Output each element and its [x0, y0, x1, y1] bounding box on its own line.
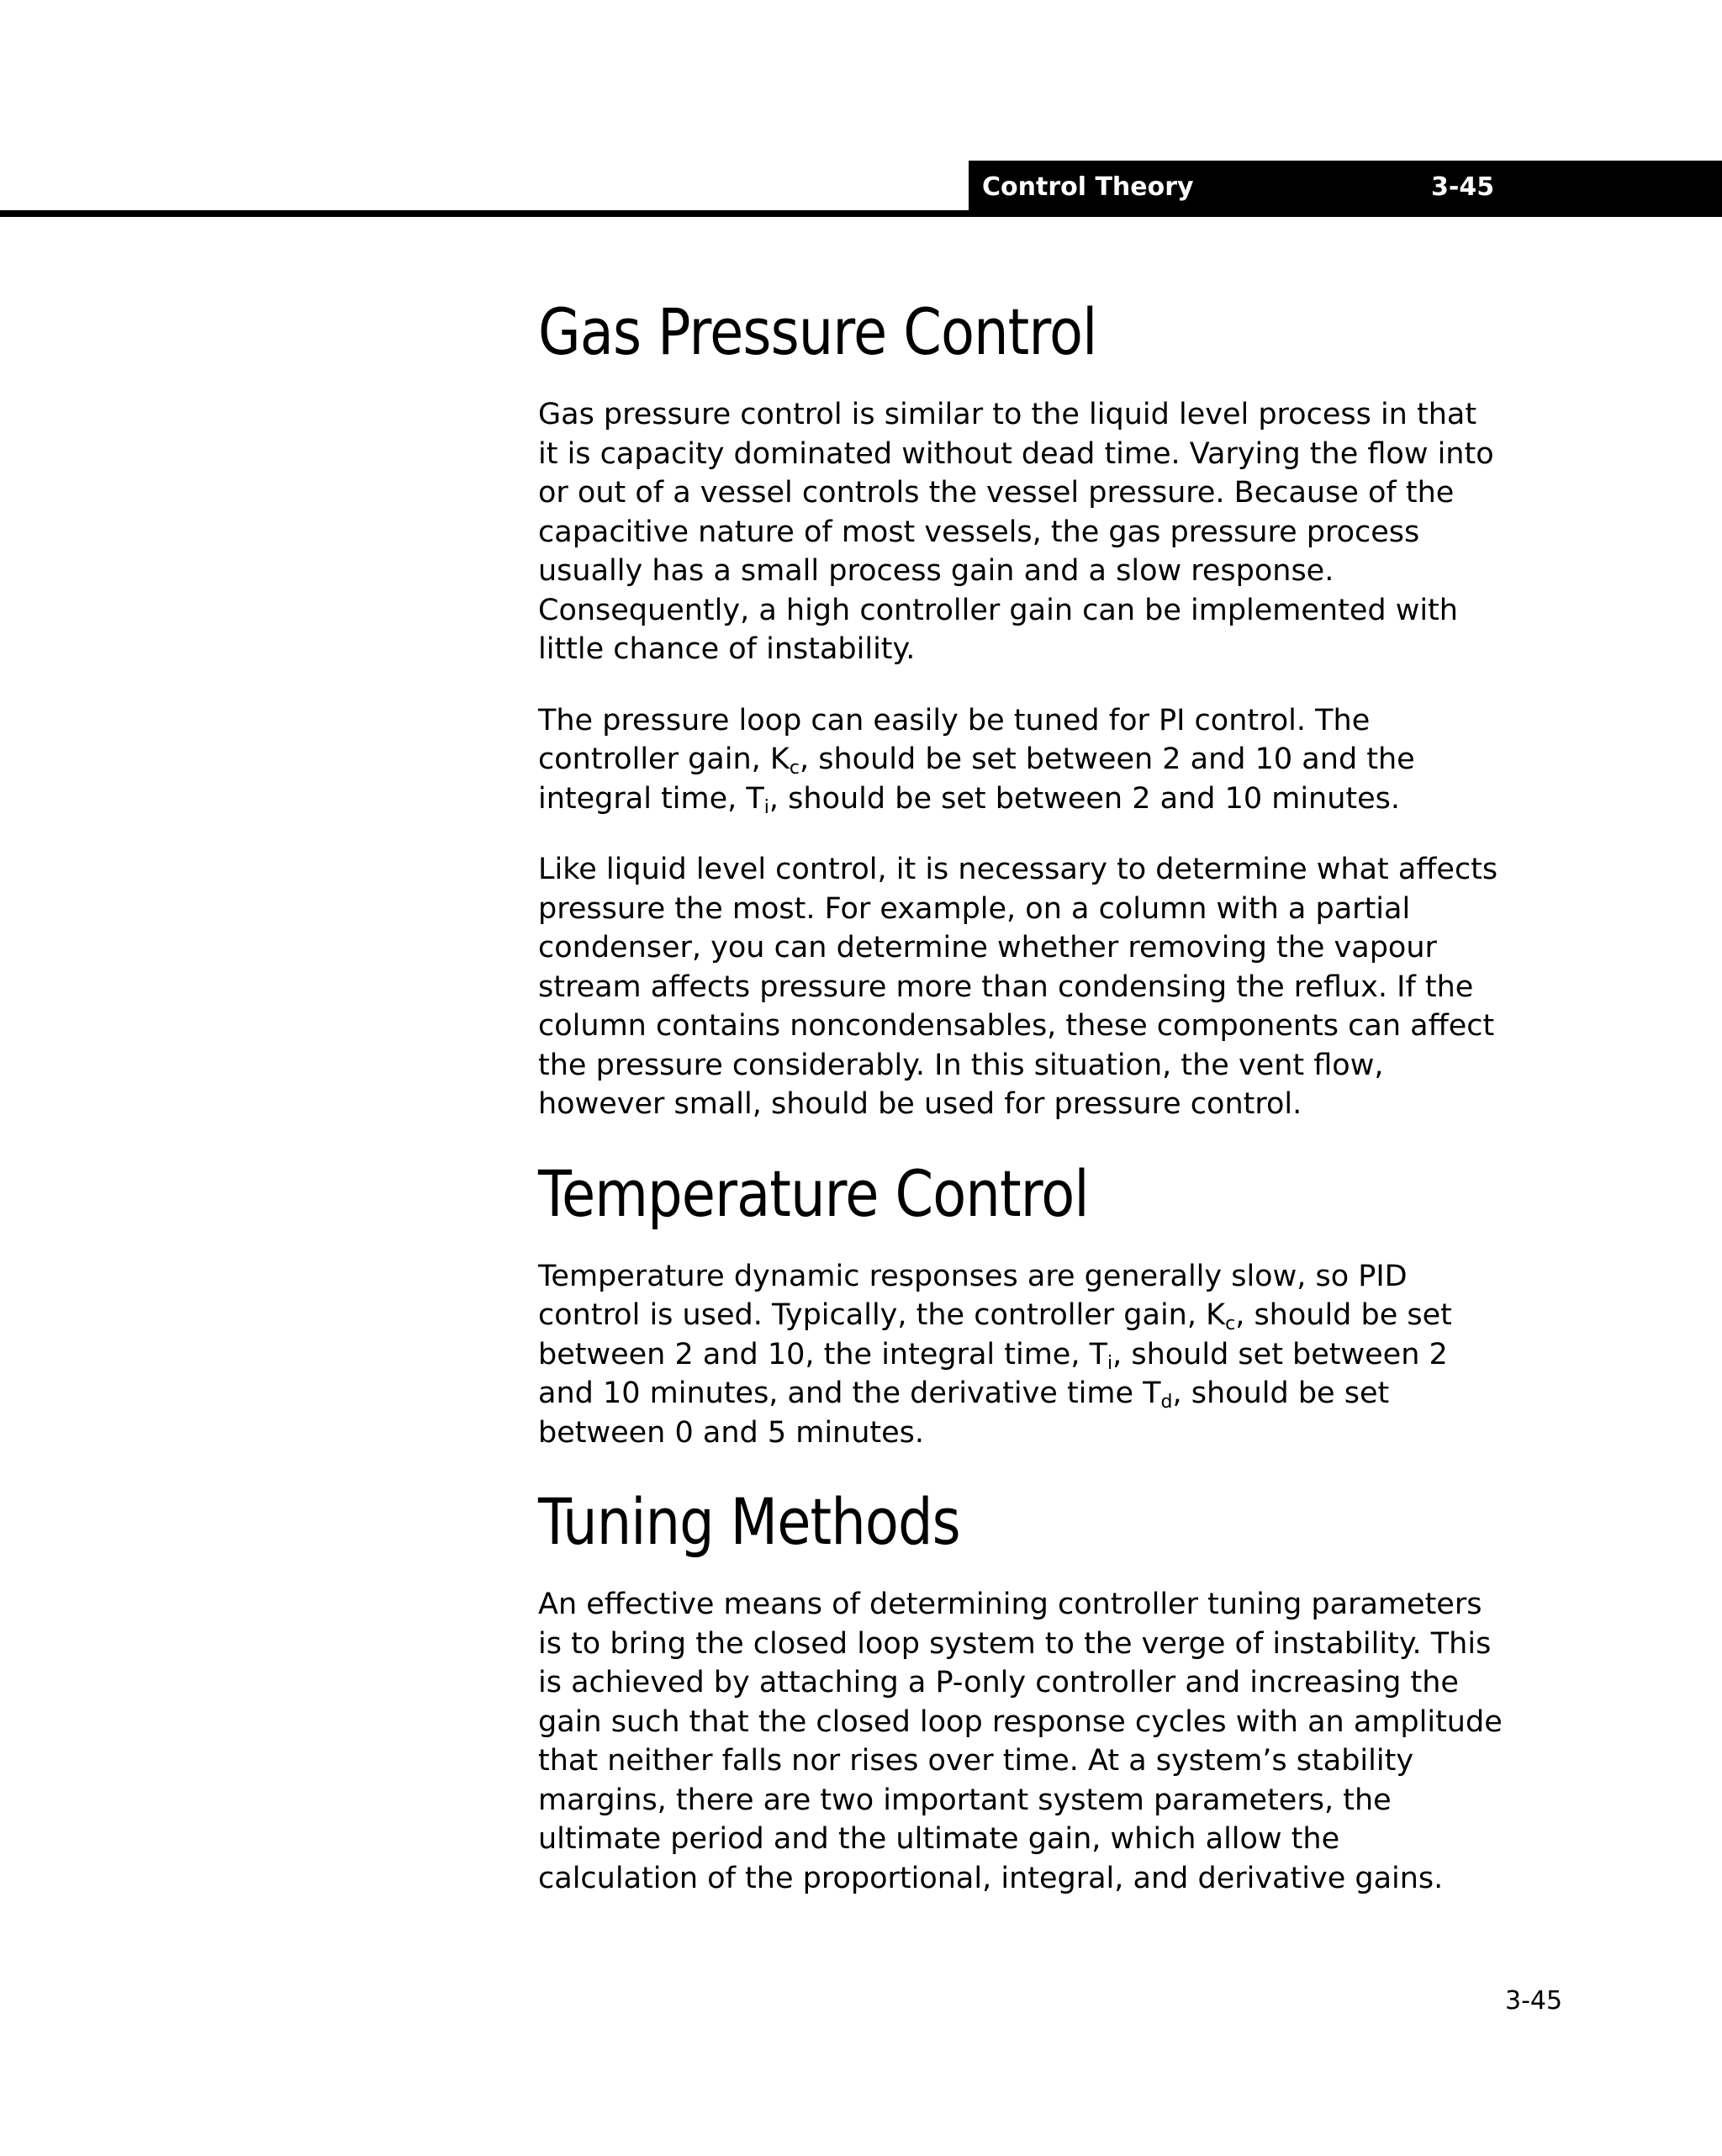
- running-header-title: Control Theory: [982, 172, 1194, 202]
- heading-temperature-control: Temperature Control: [538, 1155, 1089, 1231]
- heading-gas-pressure-control: Gas Pressure Control: [538, 294, 1097, 369]
- running-header: [969, 161, 1722, 215]
- main-content: [538, 294, 1505, 1930]
- tuning-paragraph-1: An effective means of determining controller tuning parameters is to bring the closed loop system to the verge of instability. This is achieved by attaching a P-only controller and increasing the gain such that the closed loop response cycles with an amplitude that neither falls nor rises over time. At a system’s stability margins, there are two important system parameters, the ultimate period and the ultimate gain, which allow the calculation of the proportional, integral, and derivative gains.: [538, 1588, 1503, 1895]
- heading-tuning-methods: Tuning Methods: [538, 1484, 960, 1559]
- gas-paragraph-3: Like liquid level control, it is necessary to determine what affects pressure the most. For example, on a column with a partial condenser, you can determine whether removing the vapour stream affects pressure more than condensing the reflux. If the column contains noncondensables, these components can affect the pressure considerably. In this situation, the vent flow, however small, should be used for pressure control.: [538, 853, 1498, 1121]
- temperature-paragraph-1: Temperature dynamic responses are generally slow, so PID control is used. Typically, the controller gain, $K_c$, should be set between 2 and 10, the integral time, $T_i$, should set between 2 and 10 minutes, and the derivative time $T_d$, should be set between 0 and 5 minutes.: [538, 1259, 1452, 1450]
- running-header-page: 3-45: [1431, 172, 1495, 202]
- page-number: 3-45: [1505, 1986, 1563, 2016]
- gas-paragraph-2: The pressure loop can easily be tuned for PI control. The controller gain, $K_c$, should be set between 2 and 10 and the integral time, $T_i$, should be set between 2 and 10 minutes.: [538, 703, 1415, 818]
- gas-paragraph-1: Gas pressure control is similar to the liquid level process in that it is capacity dominated without dead time. Varying the flow into or out of a vessel controls the vessel pressure. Because of the capacitive nature of most vessels, the gas pressure process usually has a small process gain and a slow response. Consequently, a high controller gain can be implemented with little chance of instability.: [538, 398, 1494, 666]
